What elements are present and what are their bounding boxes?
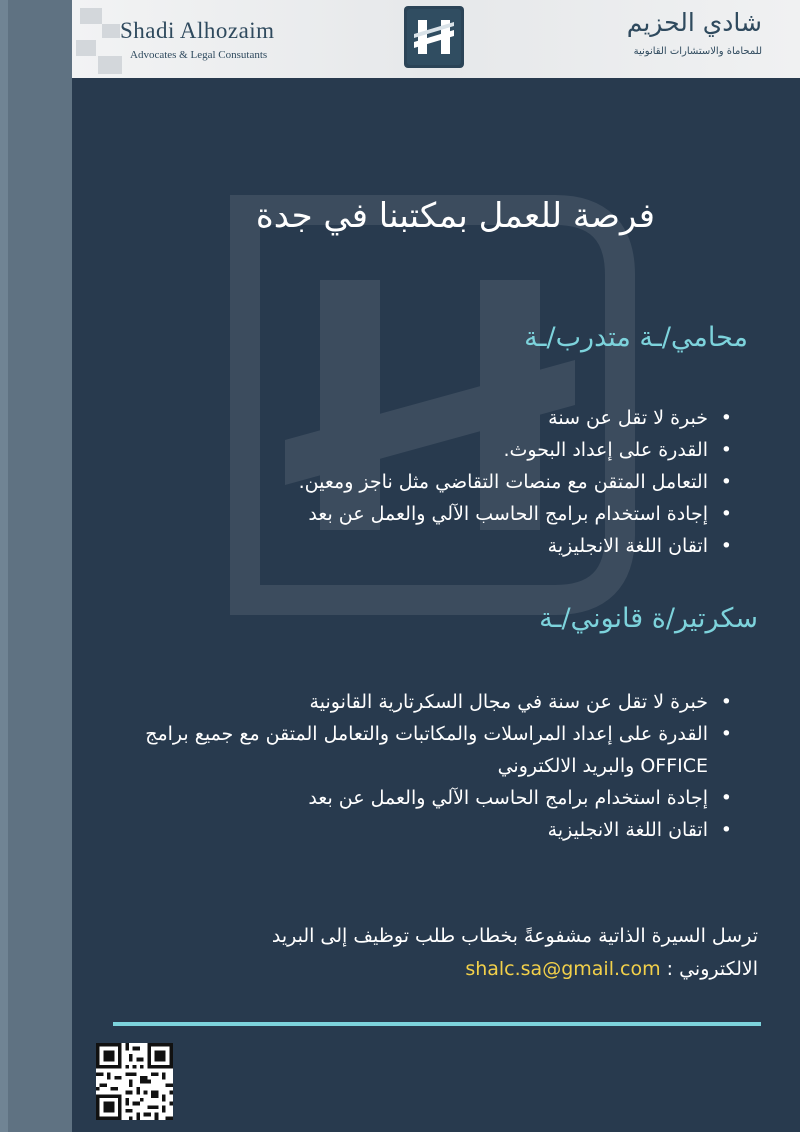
brand-english-subtitle: Advocates & Legal Consutants xyxy=(130,49,268,61)
list-item: • القدرة على إعداد المراسلات والمكاتبات والتعامل المتقن مع جميع برامج OFFICE والبريد الالكتروني xyxy=(78,718,738,782)
legal-secretary-requirements-list xyxy=(78,686,738,846)
list-item: • خبرة لا تقل عن سنة في مجال السكرتارية القانونية xyxy=(78,686,738,718)
firm-logo-icon xyxy=(404,6,464,68)
footer-divider xyxy=(113,1022,761,1026)
left-strip-highlight xyxy=(0,0,8,1132)
contact-email-label: الالكتروني : xyxy=(666,958,758,980)
brand-arabic-subtitle: للمحاماة والاستشارات القانونية xyxy=(633,46,762,57)
contact-line: ترسل السيرة الذاتية مشفوعةً بخطاب طلب توظيف إلى البريد xyxy=(271,925,758,947)
list-item: • القدرة على إعداد البحوث. xyxy=(98,434,738,466)
list-item: • خبرة لا تقل عن سنة xyxy=(98,402,738,434)
contact-instructions xyxy=(118,920,758,986)
brand-english-name: Shadi Alhozaim xyxy=(120,18,275,43)
list-item: • إجادة استخدام برامج الحاسب الآلي والعمل عن بعد xyxy=(78,782,738,814)
brand-arabic-name: شادي الحزيم xyxy=(626,8,762,37)
header-block xyxy=(102,24,120,38)
list-item: • اتقان اللغة الانجليزية xyxy=(98,530,738,562)
qr-code-icon[interactable] xyxy=(96,1043,173,1120)
list-item: • إجادة استخدام برامج الحاسب الآلي والعمل عن بعد xyxy=(98,498,738,530)
trainee-lawyer-requirements-list xyxy=(98,402,738,562)
section-heading-legal-secretary: سكرتير/ة قانوني/ـة xyxy=(539,603,758,634)
section-heading-trainee-lawyer: محامي/ـة متدرب/ـة xyxy=(524,322,748,353)
left-decorative-strip xyxy=(0,0,72,1132)
header-block xyxy=(76,40,96,56)
contact-email-line xyxy=(118,953,758,986)
header-block xyxy=(98,56,122,74)
header-block xyxy=(80,8,102,24)
contact-email-link[interactable]: shalc.sa@gmail.com xyxy=(465,958,661,980)
page-title: فرصة للعمل بمكتبنا في جدة xyxy=(255,196,655,236)
list-item: • التعامل المتقن مع منصات التقاضي مثل ناجز ومعين. xyxy=(98,466,738,498)
list-item: • اتقان اللغة الانجليزية xyxy=(78,814,738,846)
